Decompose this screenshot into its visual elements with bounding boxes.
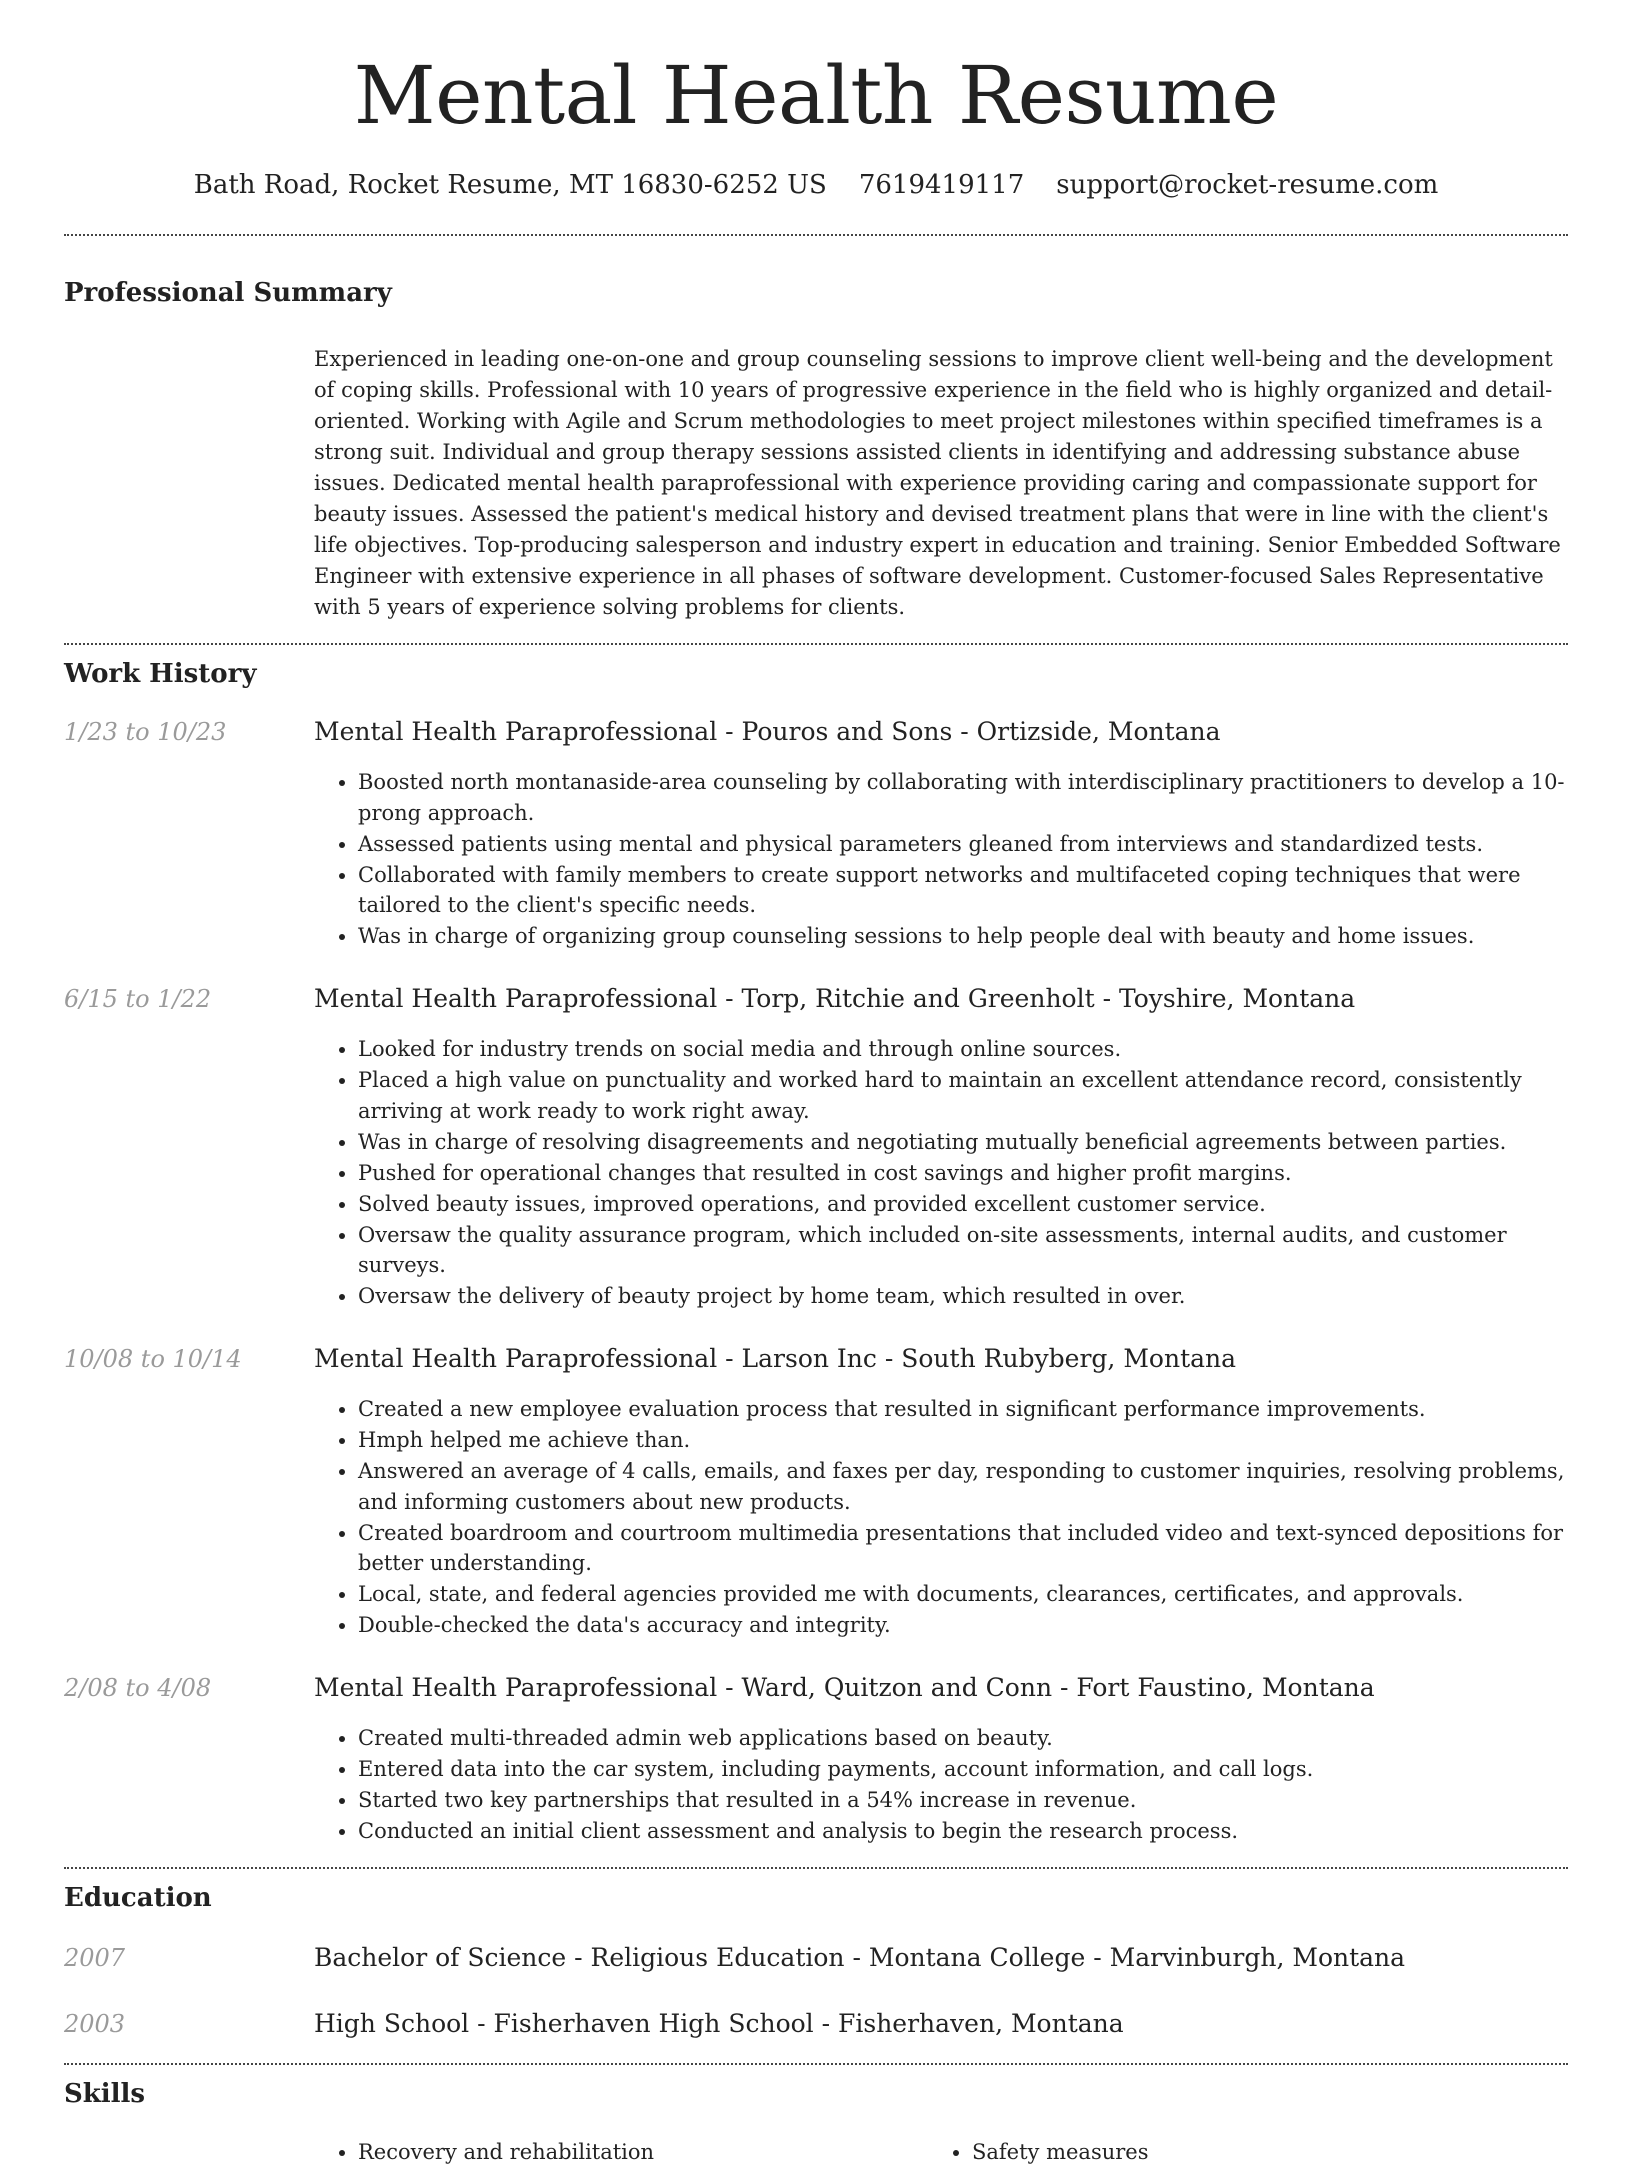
divider [64,643,1568,645]
list-item: • Answered an average of 4 calls, emails, and faxes per day, responding to customer inquiries, resolving problems, and informing customers about new products. [358,1456,1568,1517]
skills-column [314,2137,928,2167]
job-bullets [314,1034,1568,1312]
list-item: • Hmph helped me achieve than. [358,1425,1568,1456]
divider [64,1867,1568,1869]
work-history-title: Work History [64,659,257,689]
skills-column [928,2137,1542,2167]
contact-line [64,170,1568,200]
list-item: • Created multi-threaded admin web applications based on beauty. [358,1723,1568,1754]
list-item: • Double-checked the data's accuracy and integrity. [358,1610,1568,1641]
list-item: • Created boardroom and courtroom multimedia presentations that included video and text-synced depositions for better understanding. [358,1518,1568,1579]
work-history-section [64,659,1568,1847]
job-date: 1/23 to 10/23 [64,718,227,746]
list-item: • Pushed for operational changes that resulted in cost savings and higher profit margins. [358,1158,1568,1189]
list-item: • Was in charge of organizing group counseling sessions to help people deal with beauty and home issues. [358,921,1568,952]
job-entry [64,1673,1568,1847]
skills-section [64,2079,1568,2167]
list-item: • Was in charge of resolving disagreements and negotiating mutually beneficial agreements between parties. [358,1127,1568,1158]
education-entry [64,2009,1568,2039]
contact-email[interactable]: support@rocket-resume.com [1056,170,1439,200]
list-item: • Oversaw the delivery of beauty project by home team, which resulted in over. [358,1281,1568,1312]
job-entry [64,1344,1568,1641]
job-title: Mental Health Paraprofessional - Pouros and Sons - Ortizside, Montana [314,717,1221,746]
skill-item: • Recovery and rehabilitation [358,2137,928,2167]
list-item: • Started two key partnerships that resulted in a 54% increase in revenue. [358,1785,1568,1816]
education-entry [64,1943,1568,1973]
job-date: 2/08 to 4/08 [64,1674,212,1702]
job-bullets [314,1723,1568,1847]
resume-header [64,0,1568,200]
skills-grid [314,2137,1568,2167]
job-date: 6/15 to 1/22 [64,985,212,1013]
skill-item: • Safety measures [972,2137,1542,2167]
divider [64,234,1568,236]
contact-phone: 7619419117 [858,170,1025,200]
education-text: Bachelor of Science - Religious Education - Montana College - Marvinburgh, Montana [314,1943,1406,1972]
job-date: 10/08 to 10/14 [64,1345,242,1373]
job-title: Mental Health Paraprofessional - Torp, Ritchie and Greenholt - Toyshire, Montana [314,984,1356,1013]
summary-text: Experienced in leading one-on-one and group counseling sessions to improve client well-being and the development of coping skills. Professional with 10 years of progressive experience in the field who is highly organized and detail-oriented. Working with Agile and Scrum methodologies to meet project milestones within specified timeframes is a strong suit. Individual and group therapy sessions assisted clients in identifying and addressing substance abuse issues. Dedicated mental health paraprofessional with experience providing caring and compassionate support for beauty issues. Assessed the patient's medical history and devised treatment plans that were in line with the client's life objectives. Top-producing salesperson and industry expert in education and training. Senior Embedded Software Engineer with extensive experience in all phases of software development. Customer-focused Sales Representative with 5 years of experience solving problems for clients. [314,347,1561,619]
skills-title: Skills [64,2079,146,2109]
list-item: • Oversaw the quality assurance program, which included on-site assessments, internal audits, and customer surveys. [358,1220,1568,1281]
summary-section [64,278,1568,623]
contact-address: Bath Road, Rocket Resume, MT 16830-6252 US [193,170,827,200]
job-bullets [314,1394,1568,1641]
list-item: • Collaborated with family members to create support networks and multifaceted coping techniques that were tailored to the client's specific needs. [358,860,1568,921]
job-title: Mental Health Paraprofessional - Ward, Quitzon and Conn - Fort Faustino, Montana [314,1673,1375,1702]
list-item: • Conducted an initial client assessment and analysis to begin the research process. [358,1816,1568,1847]
education-text: High School - Fisherhaven High School - Fisherhaven, Montana [314,2009,1124,2038]
education-section [64,1883,1568,2039]
job-entry [64,984,1568,1312]
summary-title: Professional Summary [64,278,392,308]
education-title: Education [64,1883,212,1913]
list-item: • Created a new employee evaluation process that resulted in significant performance improvements. [358,1394,1568,1425]
list-item: • Local, state, and federal agencies provided me with documents, clearances, certificates, and approvals. [358,1579,1568,1610]
list-item: • Entered data into the car system, including payments, account information, and call logs. [358,1754,1568,1785]
education-date: 2007 [64,1944,126,1972]
list-item: • Looked for industry trends on social media and through online sources. [358,1034,1568,1065]
list-item: • Solved beauty issues, improved operations, and provided excellent customer service. [358,1189,1568,1220]
job-title: Mental Health Paraprofessional - Larson Inc - South Rubyberg, Montana [314,1344,1237,1373]
job-entry [64,717,1568,952]
job-bullets [314,767,1568,952]
resume-name: Mental Health Resume [353,49,1279,142]
list-item: • Placed a high value on punctuality and worked hard to maintain an excellent attendance record, consistently arriving at work ready to work right away. [358,1065,1568,1126]
divider [64,2063,1568,2065]
list-item: • Boosted north montanaside-area counseling by collaborating with interdisciplinary practitioners to develop a 10-prong approach. [358,767,1568,828]
education-date: 2003 [64,2010,126,2038]
list-item: • Assessed patients using mental and physical parameters gleaned from interviews and standardized tests. [358,829,1568,860]
